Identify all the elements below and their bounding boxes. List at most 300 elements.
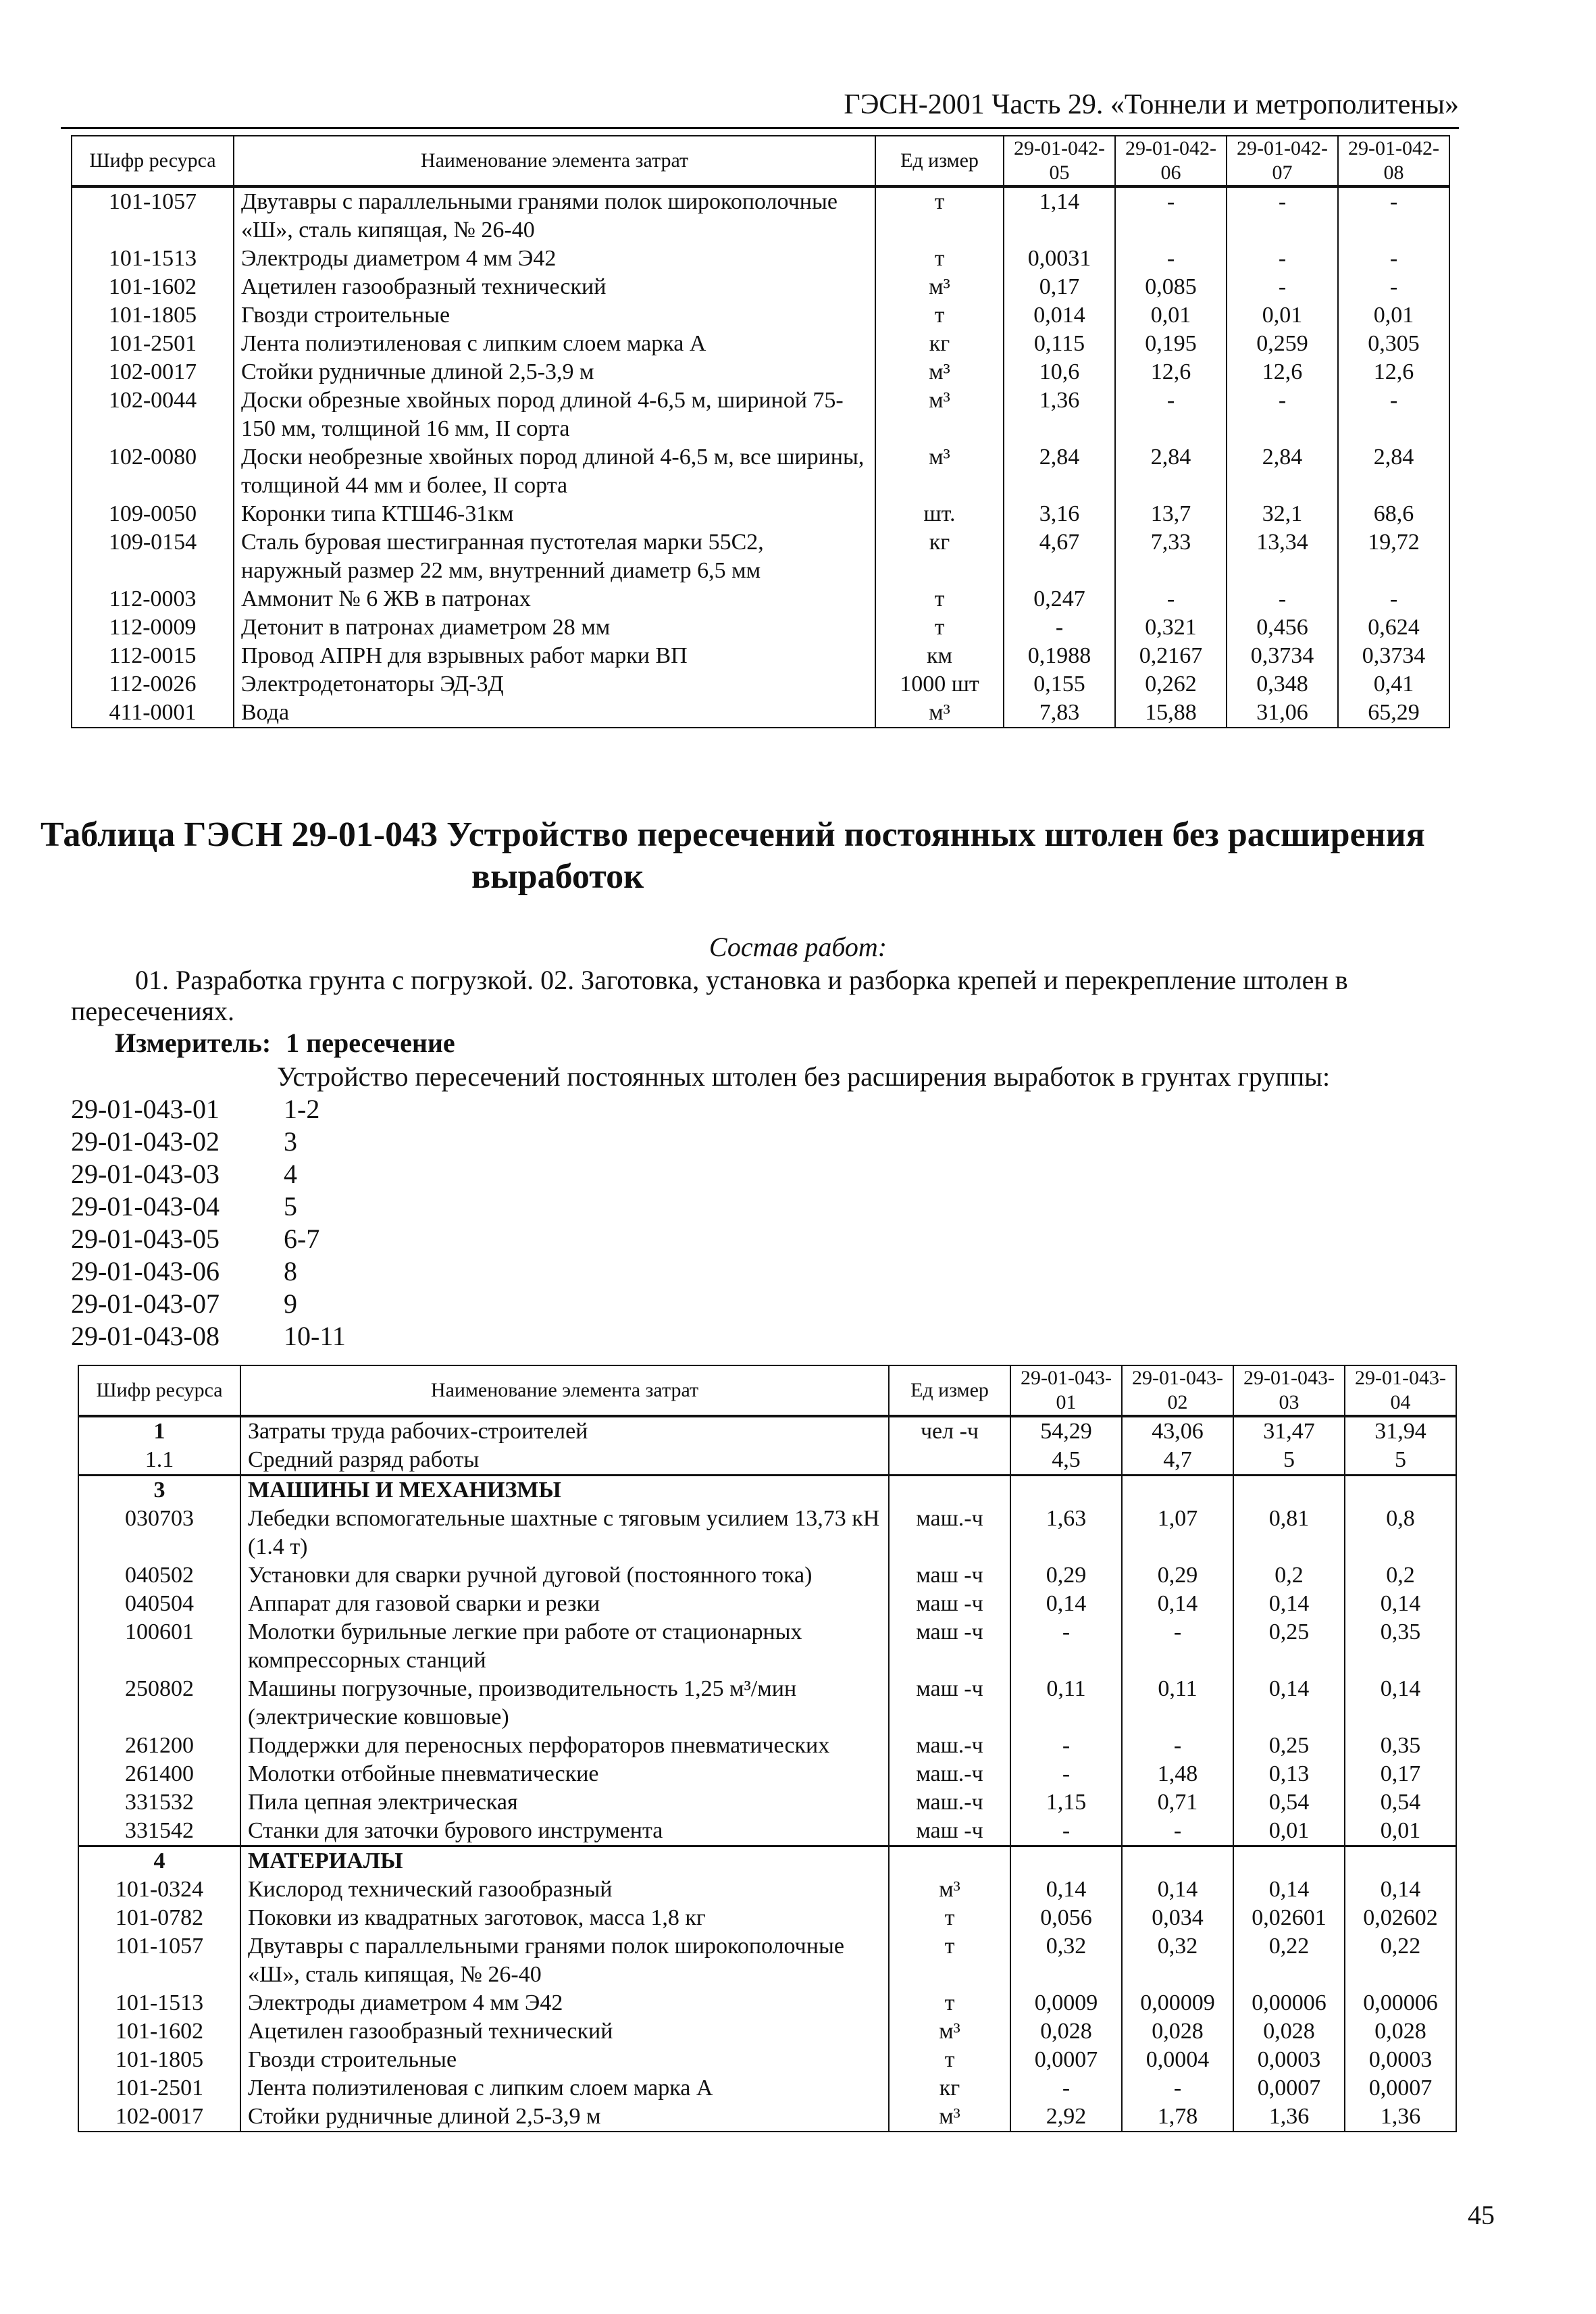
resource-code: 261400: [78, 1760, 240, 1788]
unit: шт.: [875, 500, 1004, 528]
value-cell: 0,456: [1227, 613, 1338, 642]
resource-code: 040502: [78, 1561, 240, 1590]
table-row: [78, 1446, 1456, 1476]
resource-code: 331542: [78, 1817, 240, 1846]
resource-code: 040504: [78, 1590, 240, 1618]
value-cell: -: [1338, 386, 1449, 443]
value-cell: -: [1004, 613, 1115, 642]
value-cell: 0,01: [1233, 1817, 1345, 1846]
resource-name: Сталь буровая шестигранная пустотелая марки 55С2, наружный размер 22 мм, внутренний диаметр 6,5 мм: [234, 528, 875, 585]
unit: т: [889, 2046, 1010, 2074]
page-number: 45: [1468, 2200, 1495, 2230]
value-cell: 2,92: [1010, 2103, 1122, 2132]
table-row: [78, 1876, 1456, 1904]
value-cell: 0,14: [1233, 1590, 1345, 1618]
table-row: [72, 500, 1449, 528]
measure-label: Измеритель:: [115, 1028, 272, 1058]
unit: т: [875, 301, 1004, 330]
section-name: МАШИНЫ И МЕХАНИЗМЫ: [240, 1476, 889, 1505]
header-unit: Ед измер: [875, 136, 1004, 186]
resource-code: 109-0050: [72, 500, 234, 528]
resource-name: Электроды диаметром 4 мм Э42: [240, 1989, 889, 2017]
resource-name: Лента полиэтиленовая с липким слоем марка А: [234, 330, 875, 358]
value-cell: 0,17: [1345, 1760, 1456, 1788]
header-code: Шифр ресурса: [78, 1365, 240, 1416]
value-cell: 0,2: [1345, 1561, 1456, 1590]
unit: м³: [889, 2017, 1010, 2046]
value-cell: 0,13: [1233, 1760, 1345, 1788]
resource-code: 102-0080: [72, 443, 234, 500]
table-body: [78, 1416, 1456, 2132]
table-row: [78, 1618, 1456, 1675]
value-cell: 0,0007: [1233, 2074, 1345, 2103]
value-cell: 0,35: [1345, 1732, 1456, 1760]
table-row: [78, 1932, 1456, 1989]
value-cell: 13,7: [1115, 500, 1227, 528]
table-row: [78, 2103, 1456, 2132]
resource-code: 101-1602: [72, 273, 234, 301]
value-cell: -: [1115, 245, 1227, 273]
value-cell: 19,72: [1338, 528, 1449, 585]
resource-code: 101-0782: [78, 1904, 240, 1932]
value-cell: 0,115: [1004, 330, 1115, 358]
value-cell: -: [1115, 585, 1227, 613]
table-row: [72, 528, 1449, 585]
resource-code: 102-0044: [72, 386, 234, 443]
header-col-2: 29-01-043-02: [1122, 1365, 1233, 1416]
unit: маш -ч: [889, 1561, 1010, 1590]
unit: чел -ч: [889, 1416, 1010, 1446]
table-row: [72, 670, 1449, 699]
section-title: [41, 814, 1540, 898]
value-cell: 0,11: [1010, 1675, 1122, 1732]
resource-name: Машины погрузочные, производительность 1,25 м³/мин (электрические ковшовые): [240, 1675, 889, 1732]
work-description: 01. Разработка грунта с погрузкой. 02. Заготовка, установка и разборка крепей и перекрепление штолен в пересечениях.: [71, 965, 1348, 1026]
unit: [889, 1446, 1010, 1476]
value-cell: 1,36: [1004, 386, 1115, 443]
table-row: [78, 1904, 1456, 1932]
unit: т: [875, 585, 1004, 613]
value-cell: 1,78: [1122, 2103, 1233, 2132]
header-col-3: 29-01-043-03: [1233, 1365, 1345, 1416]
value-cell: 0,0003: [1345, 2046, 1456, 2074]
resource-name: Поковки из квадратных заготовок, масса 1,8 кг: [240, 1904, 889, 1932]
value-cell: 0,35: [1345, 1618, 1456, 1675]
section-row: [78, 1846, 1456, 1876]
value-cell: -: [1122, 2074, 1233, 2103]
header-col-4: 29-01-042-08: [1338, 136, 1449, 186]
value-cell: 3,16: [1004, 500, 1115, 528]
value-cell: 0,14: [1345, 1675, 1456, 1732]
header-col-2: 29-01-042-06: [1115, 136, 1227, 186]
value-cell: 12,6: [1227, 358, 1338, 386]
soil-group: 9: [284, 1288, 297, 1319]
value-cell: -: [1115, 386, 1227, 443]
value-cell: 65,29: [1338, 699, 1449, 728]
list-item: [71, 1158, 346, 1190]
value-cell: 1,63: [1010, 1505, 1122, 1561]
value-cell: 0,14: [1122, 1876, 1233, 1904]
resource-name: Электроды диаметром 4 мм Э42: [234, 245, 875, 273]
unit: м³: [875, 386, 1004, 443]
work-code: 29-01-043-05: [71, 1224, 220, 1254]
value-cell: -: [1227, 386, 1338, 443]
work-code: 29-01-043-03: [71, 1159, 220, 1189]
value-cell: 0,00006: [1345, 1989, 1456, 2017]
table-row: [78, 1989, 1456, 2017]
section-title-line1: Таблица ГЭСН 29-01-043 Устройство пересечений постоянных штолен без расширения: [41, 815, 1425, 854]
value-cell: 0,54: [1233, 1788, 1345, 1817]
value-cell: 0,195: [1115, 330, 1227, 358]
resource-code: 101-1057: [78, 1932, 240, 1989]
resource-name: Аммонит № 6 ЖВ в патронах: [234, 585, 875, 613]
value-cell: 0,3734: [1338, 642, 1449, 670]
table-row: [78, 1590, 1456, 1618]
header-name: Наименование элемента затрат: [240, 1365, 889, 1416]
table-row: [72, 186, 1449, 245]
value-cell: 0,155: [1004, 670, 1115, 699]
unit: км: [875, 642, 1004, 670]
resource-code: 101-2501: [72, 330, 234, 358]
list-item: [71, 1223, 346, 1255]
resource-name: Электродетонаторы ЭД-3Д: [234, 670, 875, 699]
header-col-1: 29-01-042-05: [1004, 136, 1115, 186]
value-cell: 0,014: [1004, 301, 1115, 330]
resource-code: 101-1057: [72, 186, 234, 245]
running-header: ГЭСН-2001 Часть 29. «Тоннели и метрополитены»: [61, 88, 1459, 129]
table-row: [78, 2017, 1456, 2046]
unit: маш.-ч: [889, 1788, 1010, 1817]
value-cell: 0,14: [1233, 1675, 1345, 1732]
work-code: 29-01-043-04: [71, 1191, 220, 1222]
value-cell: 12,6: [1115, 358, 1227, 386]
value-cell: 0,32: [1010, 1932, 1122, 1989]
value-cell: [1233, 1846, 1345, 1876]
section-title-line2: выработок: [471, 857, 644, 896]
resource-table-043: [78, 1365, 1457, 2132]
work-code: 29-01-043-08: [71, 1321, 220, 1351]
work-code: 29-01-043-01: [71, 1094, 220, 1124]
work-code: 29-01-043-06: [71, 1256, 220, 1286]
soil-group: 4: [284, 1159, 297, 1189]
resource-name: Поддержки для переносных перфораторов пневматических: [240, 1732, 889, 1760]
value-cell: [1010, 1846, 1122, 1876]
composition-label: Состав работ:: [709, 932, 887, 962]
table-body: [72, 186, 1449, 728]
resource-code: 100601: [78, 1618, 240, 1675]
resource-name: Гвозди строительные: [234, 301, 875, 330]
value-cell: 0,2167: [1115, 642, 1227, 670]
value-cell: 0,0003: [1233, 2046, 1345, 2074]
value-cell: 15,88: [1115, 699, 1227, 728]
value-cell: 31,47: [1233, 1416, 1345, 1446]
resource-code: 109-0154: [72, 528, 234, 585]
table-row: [72, 301, 1449, 330]
value-cell: 5: [1233, 1446, 1345, 1476]
value-cell: 54,29: [1010, 1416, 1122, 1446]
resource-code: 112-0009: [72, 613, 234, 642]
value-cell: -: [1227, 186, 1338, 245]
resource-name: Кислород технический газообразный: [240, 1876, 889, 1904]
unit: т: [889, 1904, 1010, 1932]
value-cell: 0,14: [1345, 1590, 1456, 1618]
measure-line: [115, 1027, 470, 1059]
value-cell: -: [1122, 1618, 1233, 1675]
unit: м³: [889, 2103, 1010, 2132]
value-cell: 0,8: [1345, 1505, 1456, 1561]
resource-code: 101-1602: [78, 2017, 240, 2046]
value-cell: 0,3734: [1227, 642, 1338, 670]
value-cell: -: [1010, 1760, 1122, 1788]
resource-name: Затраты труда рабочих-строителей: [240, 1416, 889, 1446]
value-cell: 0,01: [1227, 301, 1338, 330]
unit: маш -ч: [889, 1817, 1010, 1846]
list-item: [71, 1190, 346, 1223]
value-cell: 0,0007: [1345, 2074, 1456, 2103]
value-cell: [1122, 1846, 1233, 1876]
value-cell: 2,84: [1115, 443, 1227, 500]
value-cell: 0,02602: [1345, 1904, 1456, 1932]
value-cell: 0,11: [1122, 1675, 1233, 1732]
table-row: [72, 613, 1449, 642]
table-row: [78, 2074, 1456, 2103]
value-cell: 7,83: [1004, 699, 1115, 728]
resource-name: Доски обрезные хвойных пород длиной 4-6,5 м, шириной 75-150 мм, толщиной 16 мм, II сорта: [234, 386, 875, 443]
resource-code: 4: [78, 1846, 240, 1876]
section-name: МАТЕРИАЛЫ: [240, 1846, 889, 1876]
unit: т: [875, 613, 1004, 642]
unit: кг: [875, 330, 1004, 358]
header-code: Шифр ресурса: [72, 136, 234, 186]
table-row: [72, 245, 1449, 273]
unit: маш.-ч: [889, 1760, 1010, 1788]
unit: 1000 шт: [875, 670, 1004, 699]
resource-code: 101-1513: [78, 1989, 240, 2017]
value-cell: 0,262: [1115, 670, 1227, 699]
section-row: [78, 1476, 1456, 1505]
unit: м³: [889, 1876, 1010, 1904]
value-cell: 1,36: [1345, 2103, 1456, 2132]
unit: т: [889, 1932, 1010, 1989]
value-cell: 5: [1345, 1446, 1456, 1476]
resource-name: Гвозди строительные: [240, 2046, 889, 2074]
value-cell: 0,1988: [1004, 642, 1115, 670]
value-cell: 0,14: [1345, 1876, 1456, 1904]
resource-code: 102-0017: [72, 358, 234, 386]
value-cell: 0,321: [1115, 613, 1227, 642]
list-item: [71, 1126, 346, 1158]
resource-name: Стойки рудничные длиной 2,5-3,9 м: [234, 358, 875, 386]
table-row: [78, 1732, 1456, 1760]
resource-name: Лебедки вспомогательные шахтные с тяговым усилием 13,73 кН (1.4 т): [240, 1505, 889, 1561]
unit: м³: [875, 273, 1004, 301]
table-row: [78, 1561, 1456, 1590]
header-name: Наименование элемента затрат: [234, 136, 875, 186]
value-cell: 2,84: [1338, 443, 1449, 500]
resource-code: 112-0026: [72, 670, 234, 699]
unit: маш.-ч: [889, 1505, 1010, 1561]
value-cell: 0,81: [1233, 1505, 1345, 1561]
table-row: [78, 1675, 1456, 1732]
value-cell: -: [1227, 245, 1338, 273]
value-cell: 0,54: [1345, 1788, 1456, 1817]
value-cell: 0,0007: [1010, 2046, 1122, 2074]
value-cell: 0,247: [1004, 585, 1115, 613]
resource-code: 3: [78, 1476, 240, 1505]
header-col-1: 29-01-043-01: [1010, 1365, 1122, 1416]
resource-name: Вода: [234, 699, 875, 728]
table-row: [72, 330, 1449, 358]
table-row: [72, 273, 1449, 301]
work-code: 29-01-043-07: [71, 1288, 220, 1319]
resource-code: 101-1513: [72, 245, 234, 273]
value-cell: 0,14: [1010, 1590, 1122, 1618]
list-item: [71, 1320, 346, 1353]
header-unit: Ед измер: [889, 1365, 1010, 1416]
list-item: [71, 1255, 346, 1288]
resource-code: 030703: [78, 1505, 240, 1561]
header-col-3: 29-01-042-07: [1227, 136, 1338, 186]
value-cell: 0,32: [1122, 1932, 1233, 1989]
value-cell: -: [1338, 273, 1449, 301]
value-cell: 12,6: [1338, 358, 1449, 386]
unit: кг: [889, 2074, 1010, 2103]
value-cell: [1345, 1476, 1456, 1505]
measure-value: 1 пересечение: [286, 1028, 455, 1058]
value-cell: [1345, 1846, 1456, 1876]
code-list-intro: Устройство пересечений постоянных штолен без расширения выработок в грунтах группы:: [277, 1061, 1331, 1092]
unit: т: [889, 1989, 1010, 2017]
unit: маш -ч: [889, 1618, 1010, 1675]
value-cell: 0,0004: [1122, 2046, 1233, 2074]
value-cell: 0,034: [1122, 1904, 1233, 1932]
table-row: [72, 386, 1449, 443]
table-row: [72, 585, 1449, 613]
value-cell: [1010, 1476, 1122, 1505]
value-cell: -: [1338, 245, 1449, 273]
value-cell: -: [1227, 585, 1338, 613]
resource-code: 1.1: [78, 1446, 240, 1476]
resource-name: Лента полиэтиленовая с липким слоем марка А: [240, 2074, 889, 2103]
resource-table-042: [71, 135, 1450, 728]
table-row: [72, 358, 1449, 386]
resource-code: 102-0017: [78, 2103, 240, 2132]
unit: м³: [875, 443, 1004, 500]
value-cell: 4,67: [1004, 528, 1115, 585]
unit: кг: [875, 528, 1004, 585]
unit: маш -ч: [889, 1590, 1010, 1618]
value-cell: 0,305: [1338, 330, 1449, 358]
resource-name: Средний разряд работы: [240, 1446, 889, 1476]
value-cell: 0,259: [1227, 330, 1338, 358]
list-item: [71, 1288, 346, 1320]
value-cell: 0,29: [1010, 1561, 1122, 1590]
table-row: [78, 1817, 1456, 1846]
table-row: [78, 1505, 1456, 1561]
value-cell: 0,00009: [1122, 1989, 1233, 2017]
value-cell: 31,06: [1227, 699, 1338, 728]
unit: [889, 1846, 1010, 1876]
table-header-row: [78, 1365, 1456, 1416]
unit: [889, 1476, 1010, 1505]
value-cell: 0,085: [1115, 273, 1227, 301]
value-cell: 0,25: [1233, 1618, 1345, 1675]
resource-code: 112-0003: [72, 585, 234, 613]
value-cell: 68,6: [1338, 500, 1449, 528]
header-col-4: 29-01-043-04: [1345, 1365, 1456, 1416]
value-cell: 0,29: [1122, 1561, 1233, 1590]
value-cell: 0,028: [1010, 2017, 1122, 2046]
table-row: [78, 2046, 1456, 2074]
resource-name: Детонит в патронах диаметром 28 мм: [234, 613, 875, 642]
table-row: [78, 1788, 1456, 1817]
resource-name: Аппарат для газовой сварки и резки: [240, 1590, 889, 1618]
value-cell: -: [1338, 186, 1449, 245]
table-header-row: [72, 136, 1449, 186]
resource-name: Провод АПРН для взрывных работ марки ВП: [234, 642, 875, 670]
value-cell: -: [1115, 186, 1227, 245]
value-cell: -: [1010, 1618, 1122, 1675]
value-cell: -: [1010, 1732, 1122, 1760]
resource-name: Доски необрезные хвойных пород длиной 4-6,5 м, все ширины, толщиной 44 мм и более, II сорта: [234, 443, 875, 500]
value-cell: 0,348: [1227, 670, 1338, 699]
code-list: [71, 1093, 346, 1353]
value-cell: 0,14: [1233, 1876, 1345, 1904]
value-cell: 0,028: [1233, 2017, 1345, 2046]
unit: т: [875, 186, 1004, 245]
resource-code: 411-0001: [72, 699, 234, 728]
value-cell: 0,0031: [1004, 245, 1115, 273]
resource-name: Установки для сварки ручной дуговой (постоянного тока): [240, 1561, 889, 1590]
value-cell: 0,00006: [1233, 1989, 1345, 2017]
resource-name: Ацетилен газообразный технический: [240, 2017, 889, 2046]
unit: маш -ч: [889, 1675, 1010, 1732]
value-cell: 0,01: [1338, 301, 1449, 330]
resource-name: Двутавры с параллельными гранями полок широкополочные «Ш», сталь кипящая, № 26-40: [234, 186, 875, 245]
soil-group: 6-7: [284, 1224, 320, 1254]
resource-code: 331532: [78, 1788, 240, 1817]
resource-name: Стойки рудничные длиной 2,5-3,9 м: [240, 2103, 889, 2132]
value-cell: 0,01: [1115, 301, 1227, 330]
value-cell: 0,17: [1004, 273, 1115, 301]
value-cell: 4,7: [1122, 1446, 1233, 1476]
value-cell: 1,36: [1233, 2103, 1345, 2132]
value-cell: 0,22: [1345, 1932, 1456, 1989]
resource-code: 101-0324: [78, 1876, 240, 1904]
value-cell: 43,06: [1122, 1416, 1233, 1446]
resource-name: Молотки бурильные легкие при работе от стационарных компрессорных станций: [240, 1618, 889, 1675]
value-cell: [1233, 1476, 1345, 1505]
resource-name: Коронки типа КТШ46-31км: [234, 500, 875, 528]
value-cell: 0,028: [1122, 2017, 1233, 2046]
resource-code: 101-1805: [78, 2046, 240, 2074]
value-cell: 10,6: [1004, 358, 1115, 386]
value-cell: 2,84: [1004, 443, 1115, 500]
soil-group: 10-11: [284, 1321, 346, 1351]
unit: м³: [875, 699, 1004, 728]
value-cell: 0,028: [1345, 2017, 1456, 2046]
resource-code: 250802: [78, 1675, 240, 1732]
value-cell: 0,25: [1233, 1732, 1345, 1760]
resource-name: Станки для заточки бурового инструмента: [240, 1817, 889, 1846]
value-cell: 0,0009: [1010, 1989, 1122, 2017]
value-cell: 31,94: [1345, 1416, 1456, 1446]
value-cell: 0,14: [1010, 1876, 1122, 1904]
soil-group: 8: [284, 1256, 297, 1286]
value-cell: -: [1122, 1817, 1233, 1846]
value-cell: 1,14: [1004, 186, 1115, 245]
resource-name: Пила цепная электрическая: [240, 1788, 889, 1817]
